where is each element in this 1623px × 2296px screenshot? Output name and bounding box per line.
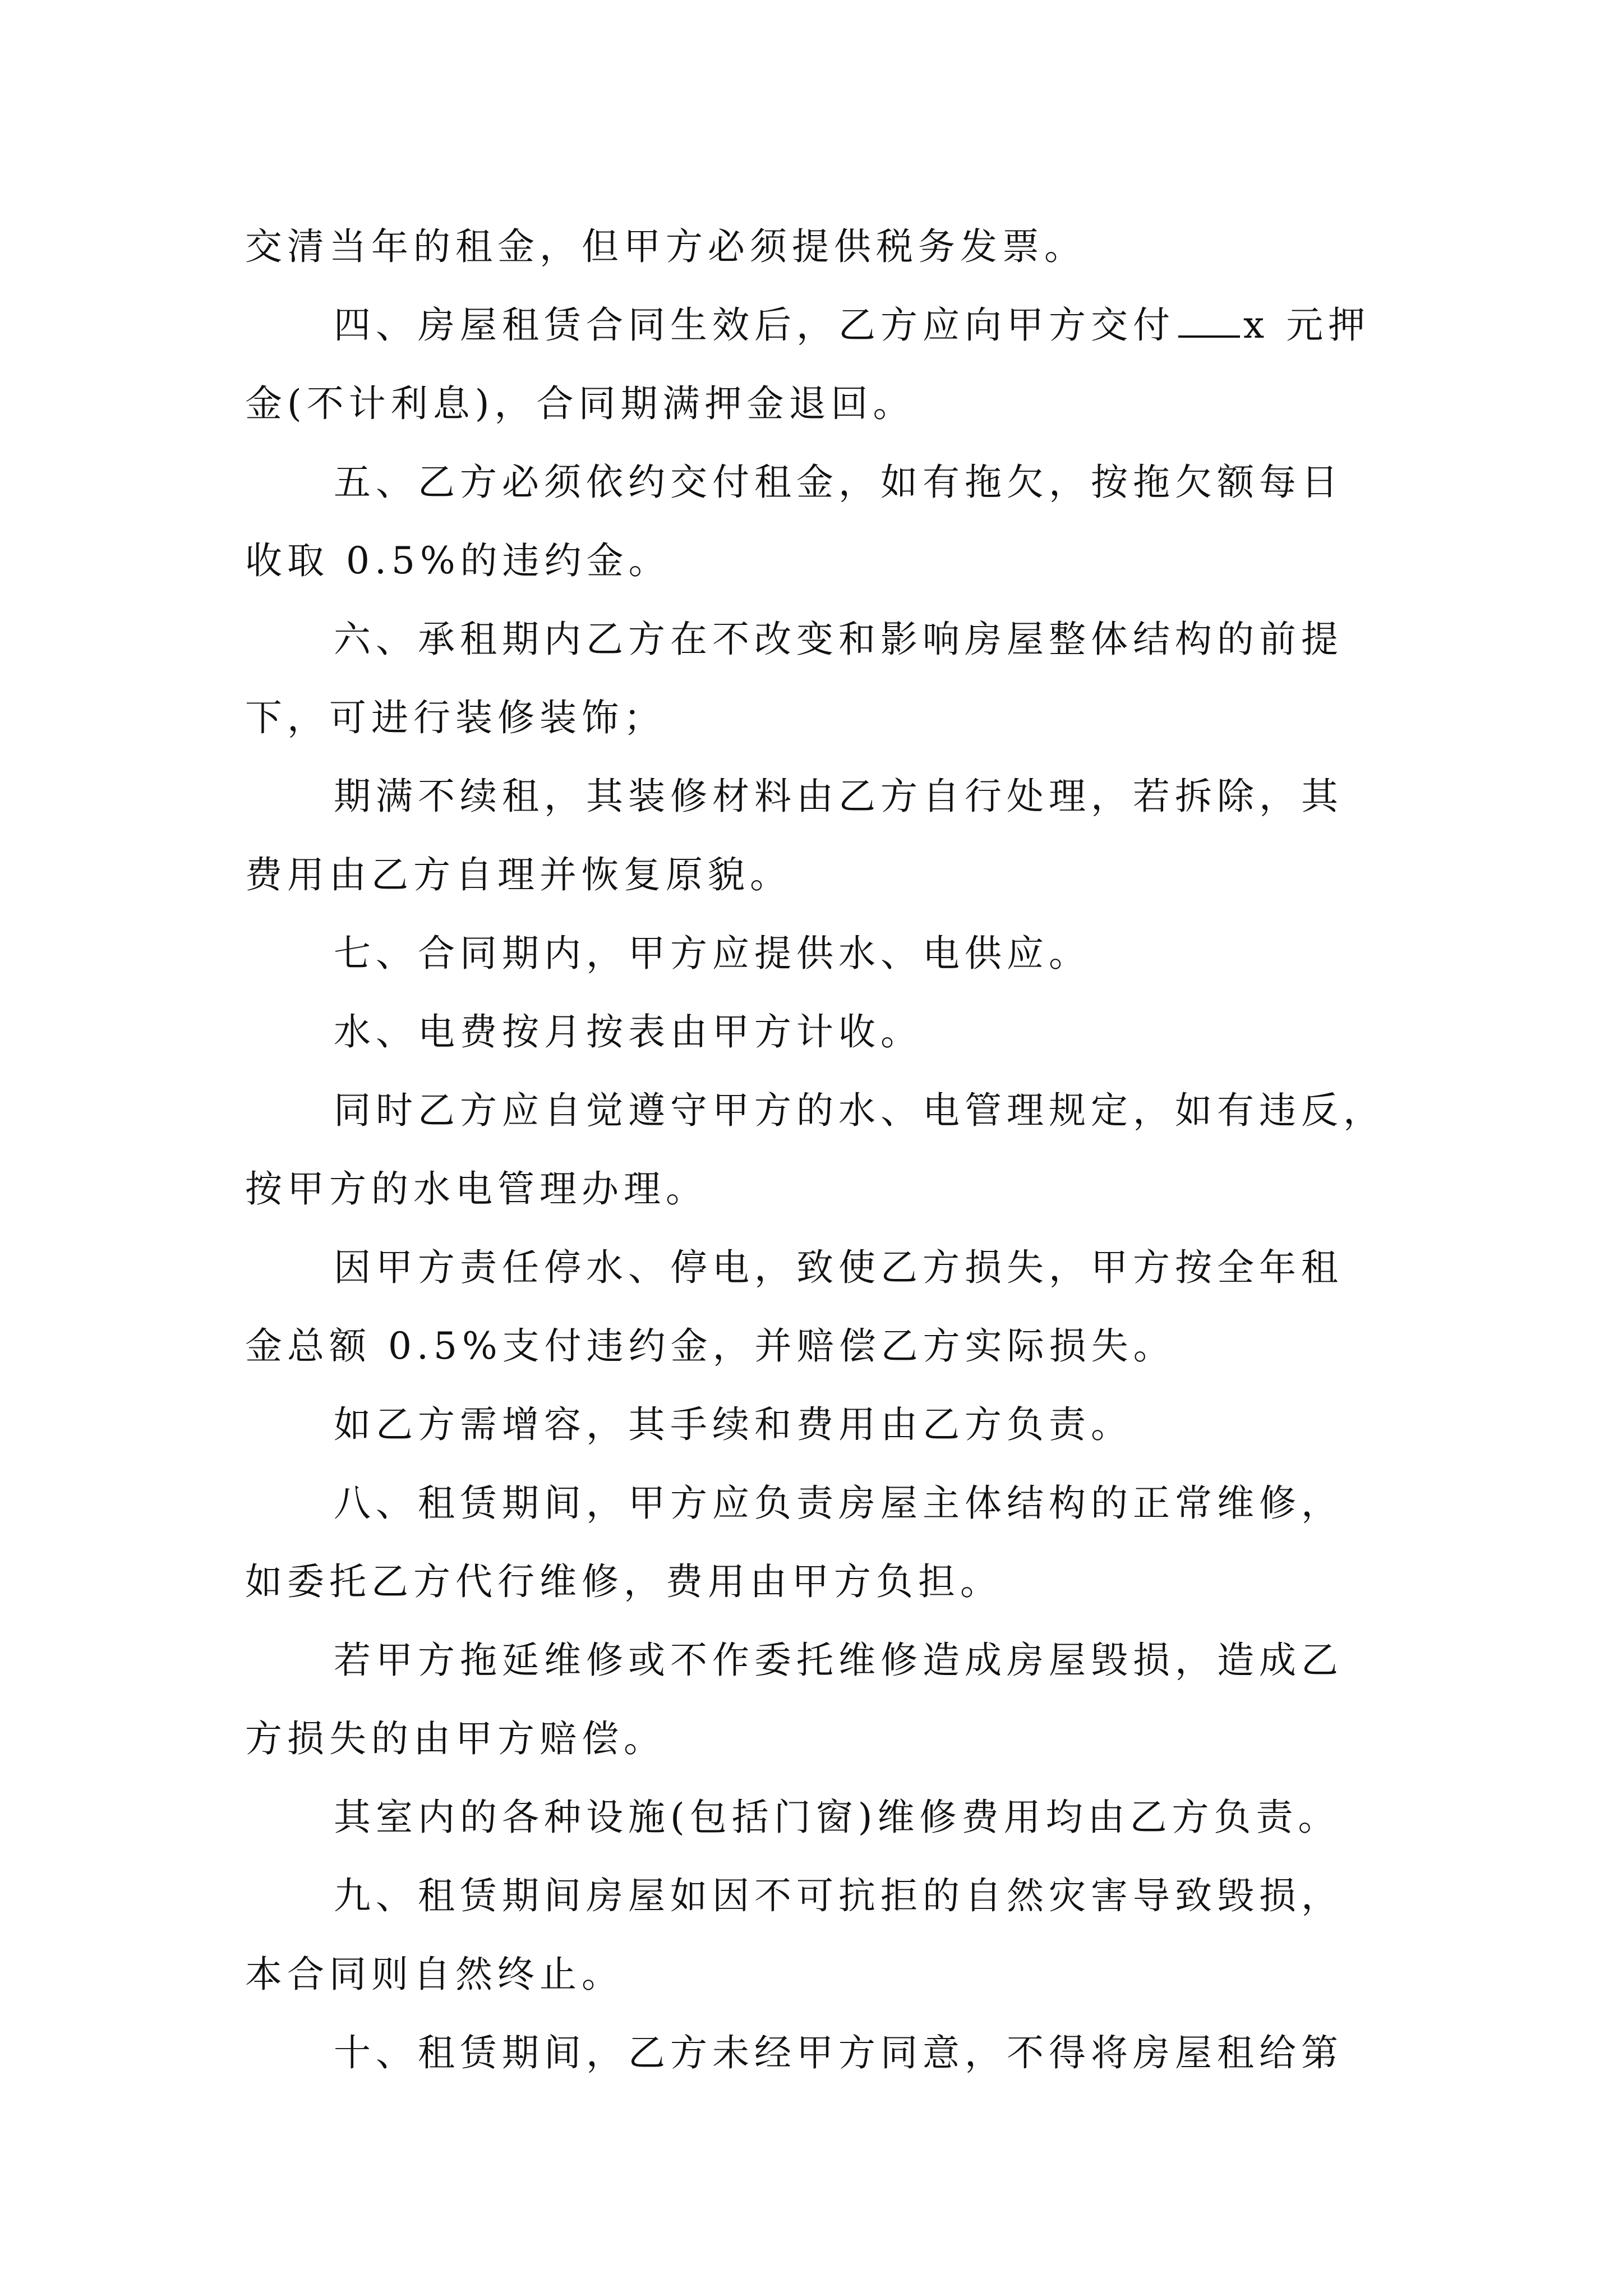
text-line	[245, 1071, 1389, 1150]
line-text: 若甲方拖延维修或不作委托维修造成房屋毁损，造成乙	[334, 1639, 1343, 1682]
text-line	[245, 914, 1389, 993]
line-text: 收取 0.5%的违约金。	[245, 539, 671, 582]
text-line	[245, 1307, 1389, 1386]
document-body	[245, 208, 1389, 2092]
text-line	[245, 1386, 1389, 1464]
line-text: 六、承租期内乙方在不改变和影响房屋整体结构的前提	[334, 618, 1343, 661]
text-line	[245, 522, 1389, 600]
line-text: 期满不续租，其装修材料由乙方自行处理，若拆除，其	[334, 775, 1343, 818]
text-line	[245, 1621, 1389, 1700]
text-line	[245, 1857, 1389, 1935]
line-text: 金(不计利息)，合同期满押金退回。	[245, 382, 915, 425]
line-text: 九、租赁期间房屋如因不可抗拒的自然灾害导致毁损，	[334, 1874, 1343, 1917]
text-line	[245, 2014, 1389, 2092]
line-text: 下，可进行装修装饰；	[245, 696, 666, 739]
text-line	[245, 1150, 1389, 1228]
text-line	[245, 1228, 1389, 1307]
line-text: 八、租赁期间，甲方应负责房屋主体结构的正常维修，	[334, 1481, 1343, 1525]
line-text: x 元押	[1243, 303, 1371, 347]
line-text: 四、房屋租赁合同生效后，乙方应向甲方交付	[334, 303, 1175, 347]
line-text: 十、租赁期间，乙方未经甲方同意，不得将房屋租给第	[334, 2031, 1343, 2074]
line-text: 其室内的各种设施(包括门窗)维修费用均由乙方负责。	[334, 1796, 1340, 1839]
line-text: 如委托乙方代行维修，费用由甲方负担。	[245, 1560, 1002, 1603]
line-text: 方损失的由甲方赔偿。	[245, 1717, 666, 1760]
line-text: 费用由乙方自理并恢复原貌。	[245, 853, 792, 896]
line-text: 本合同则自然终止。	[245, 1953, 624, 1996]
text-line	[245, 286, 1389, 365]
line-text: 水、电费按月按表由甲方计收。	[334, 1010, 923, 1053]
text-line	[245, 365, 1389, 443]
text-line	[245, 1543, 1389, 1621]
line-text: 因甲方责任停水、停电，致使乙方损失，甲方按全年租	[334, 1246, 1343, 1289]
text-line	[245, 1935, 1389, 2014]
text-line	[245, 443, 1389, 522]
line-text: 七、合同期内，甲方应提供水、电供应。	[334, 932, 1091, 975]
text-line	[245, 1778, 1389, 1857]
text-line	[245, 208, 1389, 286]
line-text: 如乙方需增容，其手续和费用由乙方负责。	[334, 1403, 1133, 1446]
text-line	[245, 993, 1389, 1071]
text-line	[245, 1464, 1389, 1543]
blank-underline	[1178, 304, 1240, 338]
line-text: 同时乙方应自觉遵守甲方的水、电管理规定，如有违反，	[334, 1089, 1385, 1132]
text-line	[245, 757, 1389, 836]
text-line	[245, 1700, 1389, 1778]
line-text: 五、乙方必须依约交付租金，如有拖欠，按拖欠额每日	[334, 461, 1343, 504]
line-text: 按甲方的水电管理办理。	[245, 1167, 708, 1211]
text-line	[245, 836, 1389, 914]
text-line	[245, 600, 1389, 679]
line-text: 交清当年的租金，但甲方必须提供税务发票。	[245, 225, 1086, 268]
line-text: 金总额 0.5%支付违约金，并赔偿乙方实际损失。	[245, 1324, 1175, 1368]
text-line	[245, 679, 1389, 757]
